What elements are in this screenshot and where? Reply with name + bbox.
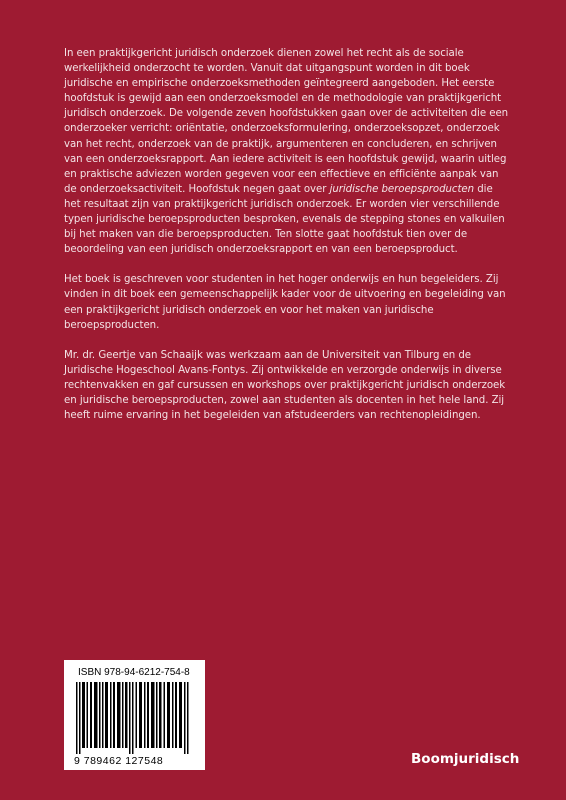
publisher-logo: Boomjuridisch	[411, 751, 520, 767]
description-paragraph-1-italic: juridische beroepsproducten	[329, 183, 475, 195]
back-cover-description	[64, 46, 512, 438]
isbn-barcode-box	[64, 660, 205, 770]
description-paragraph-2: Het boek is geschreven voor studenten in het hoger onderwijs en hun begeleiders. Zij vinden in dit boek een gemeenschappelijk kader voor de uitvoering en begeleiding van een praktijkgericht juridisch onderzoek en voor het maken van juridische beroepsproducten.	[64, 274, 506, 331]
description-paragraph-1	[64, 46, 512, 257]
author-bio-paragraph: Mr. dr. Geertje van Schaaijk was werkzaam aan de Universiteit van Tilburg en de Juridische Hogeschool Avans-Fontys. Zij ontwikkelde en verzorgde onderwijs in diverse rechtenvakken en gaf cursussen en workshops over praktijkgericht juridisch onderzoek en juridische beroepsproducten, zowel aan studenten als docenten in het hele land. Zij heeft ruime ervaring in het begeleiden van afstudeerders van rechtenopleidingen.	[64, 349, 506, 422]
description-paragraph-1-text-b: die het resultaat zijn van praktijkgericht juridisch onderzoek. Er worden vier verschillende typen juridische beroepsproducten besproken, evenals de stepping stones en valkuilen bij het maken van die beroepsproducten. Ten slotte gaat hoofdstuk tien over de beoordeling van een juridisch onderzoeksrapport en van een beroepsproduct.	[64, 183, 505, 256]
barcode-number: 9 789462 127548	[74, 755, 164, 767]
barcode-icon	[74, 682, 195, 754]
description-paragraph-1-text-a: In een praktijkgericht juridisch onderzoek dienen zowel het recht als de sociale werkelijkheid onderzocht te worden. Vanuit dat uitgangspunt worden in dit boek juridische en empirische onderzoeksmethoden geïntegreerd aangeboden. Het eerste hoofdstuk is gewijd aan een onderzoeksmodel en de methodologie van praktijkgericht juridisch onderzoek. De volgende zeven hoofdstukken gaan over de activiteiten die een onderzoeker verricht: oriëntatie, onderzoeksformulering, onderzoeksopzet, onderzoek van het recht, onderzoek van de praktijk, argumenteren en concluderen, en schrijven van een onderzoeksrapport. Aan iedere activiteit is een hoofdstuk gewijd, waarin uitleg en praktische adviezen worden gegeven voor een effectieve en efficiënte aanpak van de onderzoeksactiviteit. Hoofdstuk negen gaat over	[64, 48, 509, 195]
isbn-label: ISBN 978-94-6212-754-8	[78, 667, 190, 678]
